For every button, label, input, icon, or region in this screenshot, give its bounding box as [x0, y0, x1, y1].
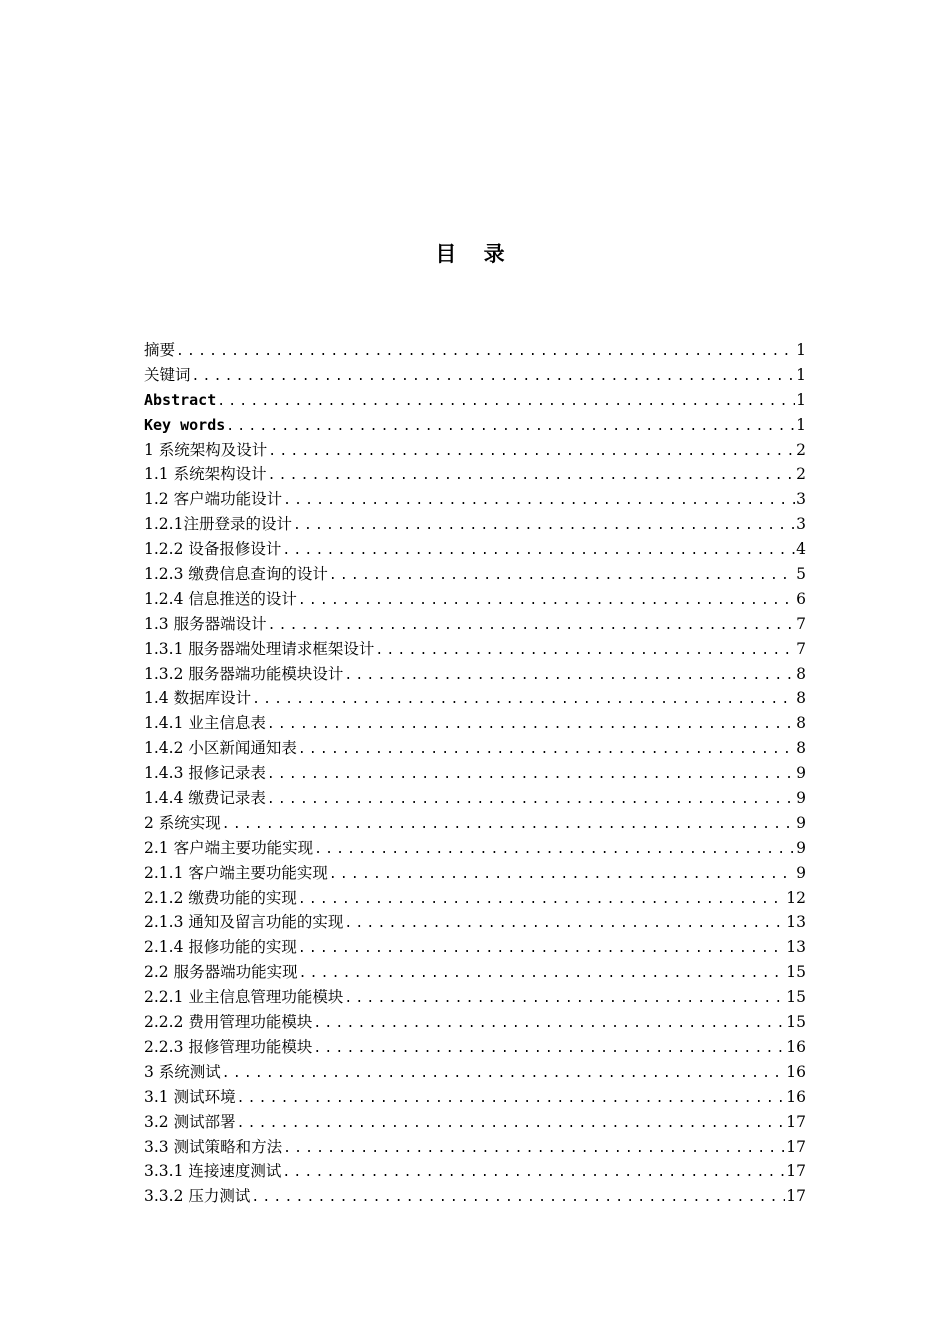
toc-entry-label: 2 系统实现	[144, 813, 221, 832]
toc-entry[interactable]	[144, 1159, 806, 1184]
toc-entry[interactable]	[144, 537, 806, 562]
toc-entry-label: 1.4 数据库设计	[144, 689, 252, 708]
toc-dot-leader	[192, 365, 796, 388]
toc-entry-label: 1.2 客户端功能设计	[144, 490, 283, 509]
toc-entry[interactable]	[144, 686, 806, 711]
toc-dot-leader	[222, 1062, 785, 1085]
toc-entry[interactable]	[144, 1010, 806, 1035]
toc-entry-page-number: 9	[796, 764, 806, 783]
toc-entry[interactable]	[144, 1184, 806, 1209]
toc-entry-page-number: 9	[796, 789, 806, 808]
toc-entry-label: 3.2 测试部署	[144, 1112, 236, 1131]
toc-entry[interactable]	[144, 886, 806, 911]
toc-entry[interactable]	[144, 487, 806, 512]
toc-entry[interactable]	[144, 935, 806, 960]
toc-entry-page-number: 1	[796, 341, 806, 359]
toc-dot-leader	[344, 664, 795, 687]
toc-entry-page-number: 17	[786, 1137, 806, 1156]
toc-entry-page-number: 9	[796, 838, 806, 857]
toc-entry-page-number: 17	[786, 1112, 806, 1131]
toc-entry-label: 2.2.2 费用管理功能模块	[144, 1013, 313, 1032]
toc-entry-page-number: 2	[796, 440, 806, 459]
toc-entry-label: 1.4.1 业主信息表	[144, 714, 266, 733]
toc-entry-page-number: 2	[796, 465, 806, 484]
toc-entry-label: 1.4.2 小区新闻通知表	[144, 739, 297, 758]
toc-entry-page-number: 3	[796, 515, 806, 534]
toc-entry-label: 2.1 客户端主要功能实现	[144, 838, 314, 857]
toc-entry-label: 1.3.2 服务器端功能模块设计	[144, 664, 344, 683]
table-of-contents	[144, 338, 806, 1209]
toc-entry-page-number: 17	[786, 1162, 806, 1181]
toc-dot-leader	[344, 912, 785, 935]
toc-dot-leader	[283, 489, 795, 512]
toc-entry-page-number: 12	[786, 888, 806, 907]
toc-dot-leader	[299, 962, 786, 985]
toc-dot-leader	[298, 937, 785, 960]
toc-entry[interactable]	[144, 338, 806, 363]
toc-entry[interactable]	[144, 462, 806, 487]
toc-dot-leader	[217, 390, 795, 413]
toc-entry[interactable]	[144, 438, 806, 463]
toc-entry-page-number: 13	[786, 938, 806, 957]
toc-entry-label: 1.2.3 缴费信息查询的设计	[144, 565, 328, 584]
toc-entry-label: 2.2.3 报修管理功能模块	[144, 1037, 313, 1056]
toc-dot-leader	[222, 813, 795, 836]
toc-entry[interactable]	[144, 413, 806, 438]
toc-entry-label: 1 系统架构及设计	[144, 440, 268, 459]
toc-entry[interactable]	[144, 910, 806, 935]
toc-entry-page-number: 16	[786, 1037, 806, 1056]
toc-dot-leader	[314, 838, 795, 861]
toc-entry[interactable]	[144, 736, 806, 761]
toc-entry-label: 2.1.1 客户端主要功能实现	[144, 863, 328, 882]
toc-entry-label: 3.1 测试环境	[144, 1087, 236, 1106]
toc-entry-label: 3.3.1 连接速度测试	[144, 1162, 282, 1181]
toc-entry-label: 1.2.1注册登录的设计	[144, 515, 292, 534]
toc-entry-page-number: 7	[796, 639, 806, 658]
toc-entry-label: Abstract	[144, 390, 217, 409]
toc-entry-label: 2.2.1 业主信息管理功能模块	[144, 988, 344, 1007]
toc-entry[interactable]	[144, 363, 806, 388]
toc-dot-leader	[237, 1112, 786, 1135]
toc-entry-page-number: 4	[796, 540, 806, 559]
toc-entry-page-number: 8	[796, 739, 806, 758]
toc-entry-label: 3.3.2 压力测试	[144, 1187, 251, 1206]
toc-entry-page-number: 7	[796, 614, 806, 633]
toc-dot-leader	[267, 763, 795, 786]
toc-entry[interactable]	[144, 761, 806, 786]
toc-dot-leader	[282, 539, 795, 562]
toc-entry[interactable]	[144, 1060, 806, 1085]
toc-title: 目 录	[435, 242, 515, 266]
toc-dot-leader	[226, 415, 795, 438]
toc-entry-label: 1.3.1 服务器端处理请求框架设计	[144, 639, 375, 658]
toc-entry-label: 2.1.3 通知及留言功能的实现	[144, 913, 344, 932]
toc-entry-label: 摘要	[144, 341, 176, 359]
toc-entry-label: 关键词	[144, 365, 191, 384]
toc-entry[interactable]	[144, 711, 806, 736]
toc-entry-label: 1.2.2 设备报修设计	[144, 540, 282, 559]
toc-dot-leader	[344, 987, 785, 1010]
toc-entry-page-number: 3	[796, 490, 806, 509]
toc-entry-label: 1.1 系统架构设计	[144, 465, 267, 484]
toc-entry[interactable]	[144, 985, 806, 1010]
toc-entry-page-number: 6	[796, 589, 806, 608]
toc-entry-page-number: 5	[796, 565, 806, 584]
toc-entry[interactable]	[144, 662, 806, 687]
toc-entry-page-number: 13	[786, 913, 806, 932]
toc-dot-leader	[176, 340, 795, 363]
toc-entry-page-number: 8	[796, 664, 806, 683]
toc-entry[interactable]	[144, 587, 806, 612]
toc-entry-page-number: 9	[796, 863, 806, 882]
toc-entry-page-number: 17	[786, 1187, 806, 1206]
toc-dot-leader	[313, 1037, 785, 1060]
toc-dot-leader	[329, 863, 795, 886]
toc-entry-page-number: 15	[786, 1013, 806, 1032]
toc-entry-page-number: 1	[796, 365, 806, 384]
toc-dot-leader	[313, 1012, 785, 1035]
toc-entry[interactable]	[144, 1110, 806, 1135]
toc-dot-leader	[283, 1137, 785, 1160]
toc-dot-leader	[298, 738, 795, 761]
toc-entry-page-number: 8	[796, 714, 806, 733]
toc-entry[interactable]	[144, 1135, 806, 1160]
toc-entry-page-number: 1	[796, 415, 806, 434]
toc-dot-leader	[268, 614, 796, 637]
toc-entry[interactable]	[144, 637, 806, 662]
toc-entry-label: 1.3 服务器端设计	[144, 614, 267, 633]
toc-entry[interactable]	[144, 1035, 806, 1060]
toc-dot-leader	[267, 713, 795, 736]
toc-dot-leader	[251, 1186, 785, 1209]
toc-entry[interactable]	[144, 512, 806, 537]
toc-entry-label: 3.3 测试策略和方法	[144, 1137, 283, 1156]
toc-entry[interactable]	[144, 861, 806, 886]
toc-entry-page-number: 9	[796, 813, 806, 832]
toc-entry[interactable]	[144, 960, 806, 985]
toc-entry-label: 3 系统测试	[144, 1062, 221, 1081]
toc-entry-page-number: 15	[786, 963, 806, 982]
toc-entry[interactable]	[144, 1085, 806, 1110]
toc-entry-label: 1.4.4 缴费记录表	[144, 789, 266, 808]
toc-entry[interactable]	[144, 562, 806, 587]
toc-entry-label: 2.1.2 缴费功能的实现	[144, 888, 297, 907]
toc-entry-page-number: 1	[796, 390, 806, 409]
toc-dot-leader	[282, 1161, 785, 1184]
toc-dot-leader	[267, 788, 795, 811]
toc-entry-label: 1.4.3 报修记录表	[144, 764, 266, 783]
toc-dot-leader	[252, 688, 795, 711]
toc-dot-leader	[329, 564, 795, 587]
toc-dot-leader	[298, 589, 795, 612]
toc-entry-label: 2.2 服务器端功能实现	[144, 963, 298, 982]
toc-entry-page-number: 16	[786, 1062, 806, 1081]
toc-dot-leader	[293, 514, 795, 537]
toc-dot-leader	[298, 888, 785, 911]
toc-entry[interactable]	[144, 388, 806, 413]
toc-entry-page-number: 8	[796, 689, 806, 708]
toc-entry[interactable]	[144, 836, 806, 861]
toc-entry[interactable]	[144, 612, 806, 637]
toc-dot-leader	[375, 639, 795, 662]
toc-entry-label: 1.2.4 信息推送的设计	[144, 589, 297, 608]
toc-dot-leader	[268, 464, 796, 487]
toc-entry-label: 2.1.4 报修功能的实现	[144, 938, 297, 957]
toc-dot-leader	[237, 1087, 786, 1110]
toc-entry[interactable]	[144, 786, 806, 811]
toc-entry-label: Key words	[144, 415, 226, 434]
toc-dot-leader	[268, 440, 795, 463]
toc-entry[interactable]	[144, 811, 806, 836]
toc-entry-page-number: 15	[786, 988, 806, 1007]
toc-entry-page-number: 16	[786, 1087, 806, 1106]
